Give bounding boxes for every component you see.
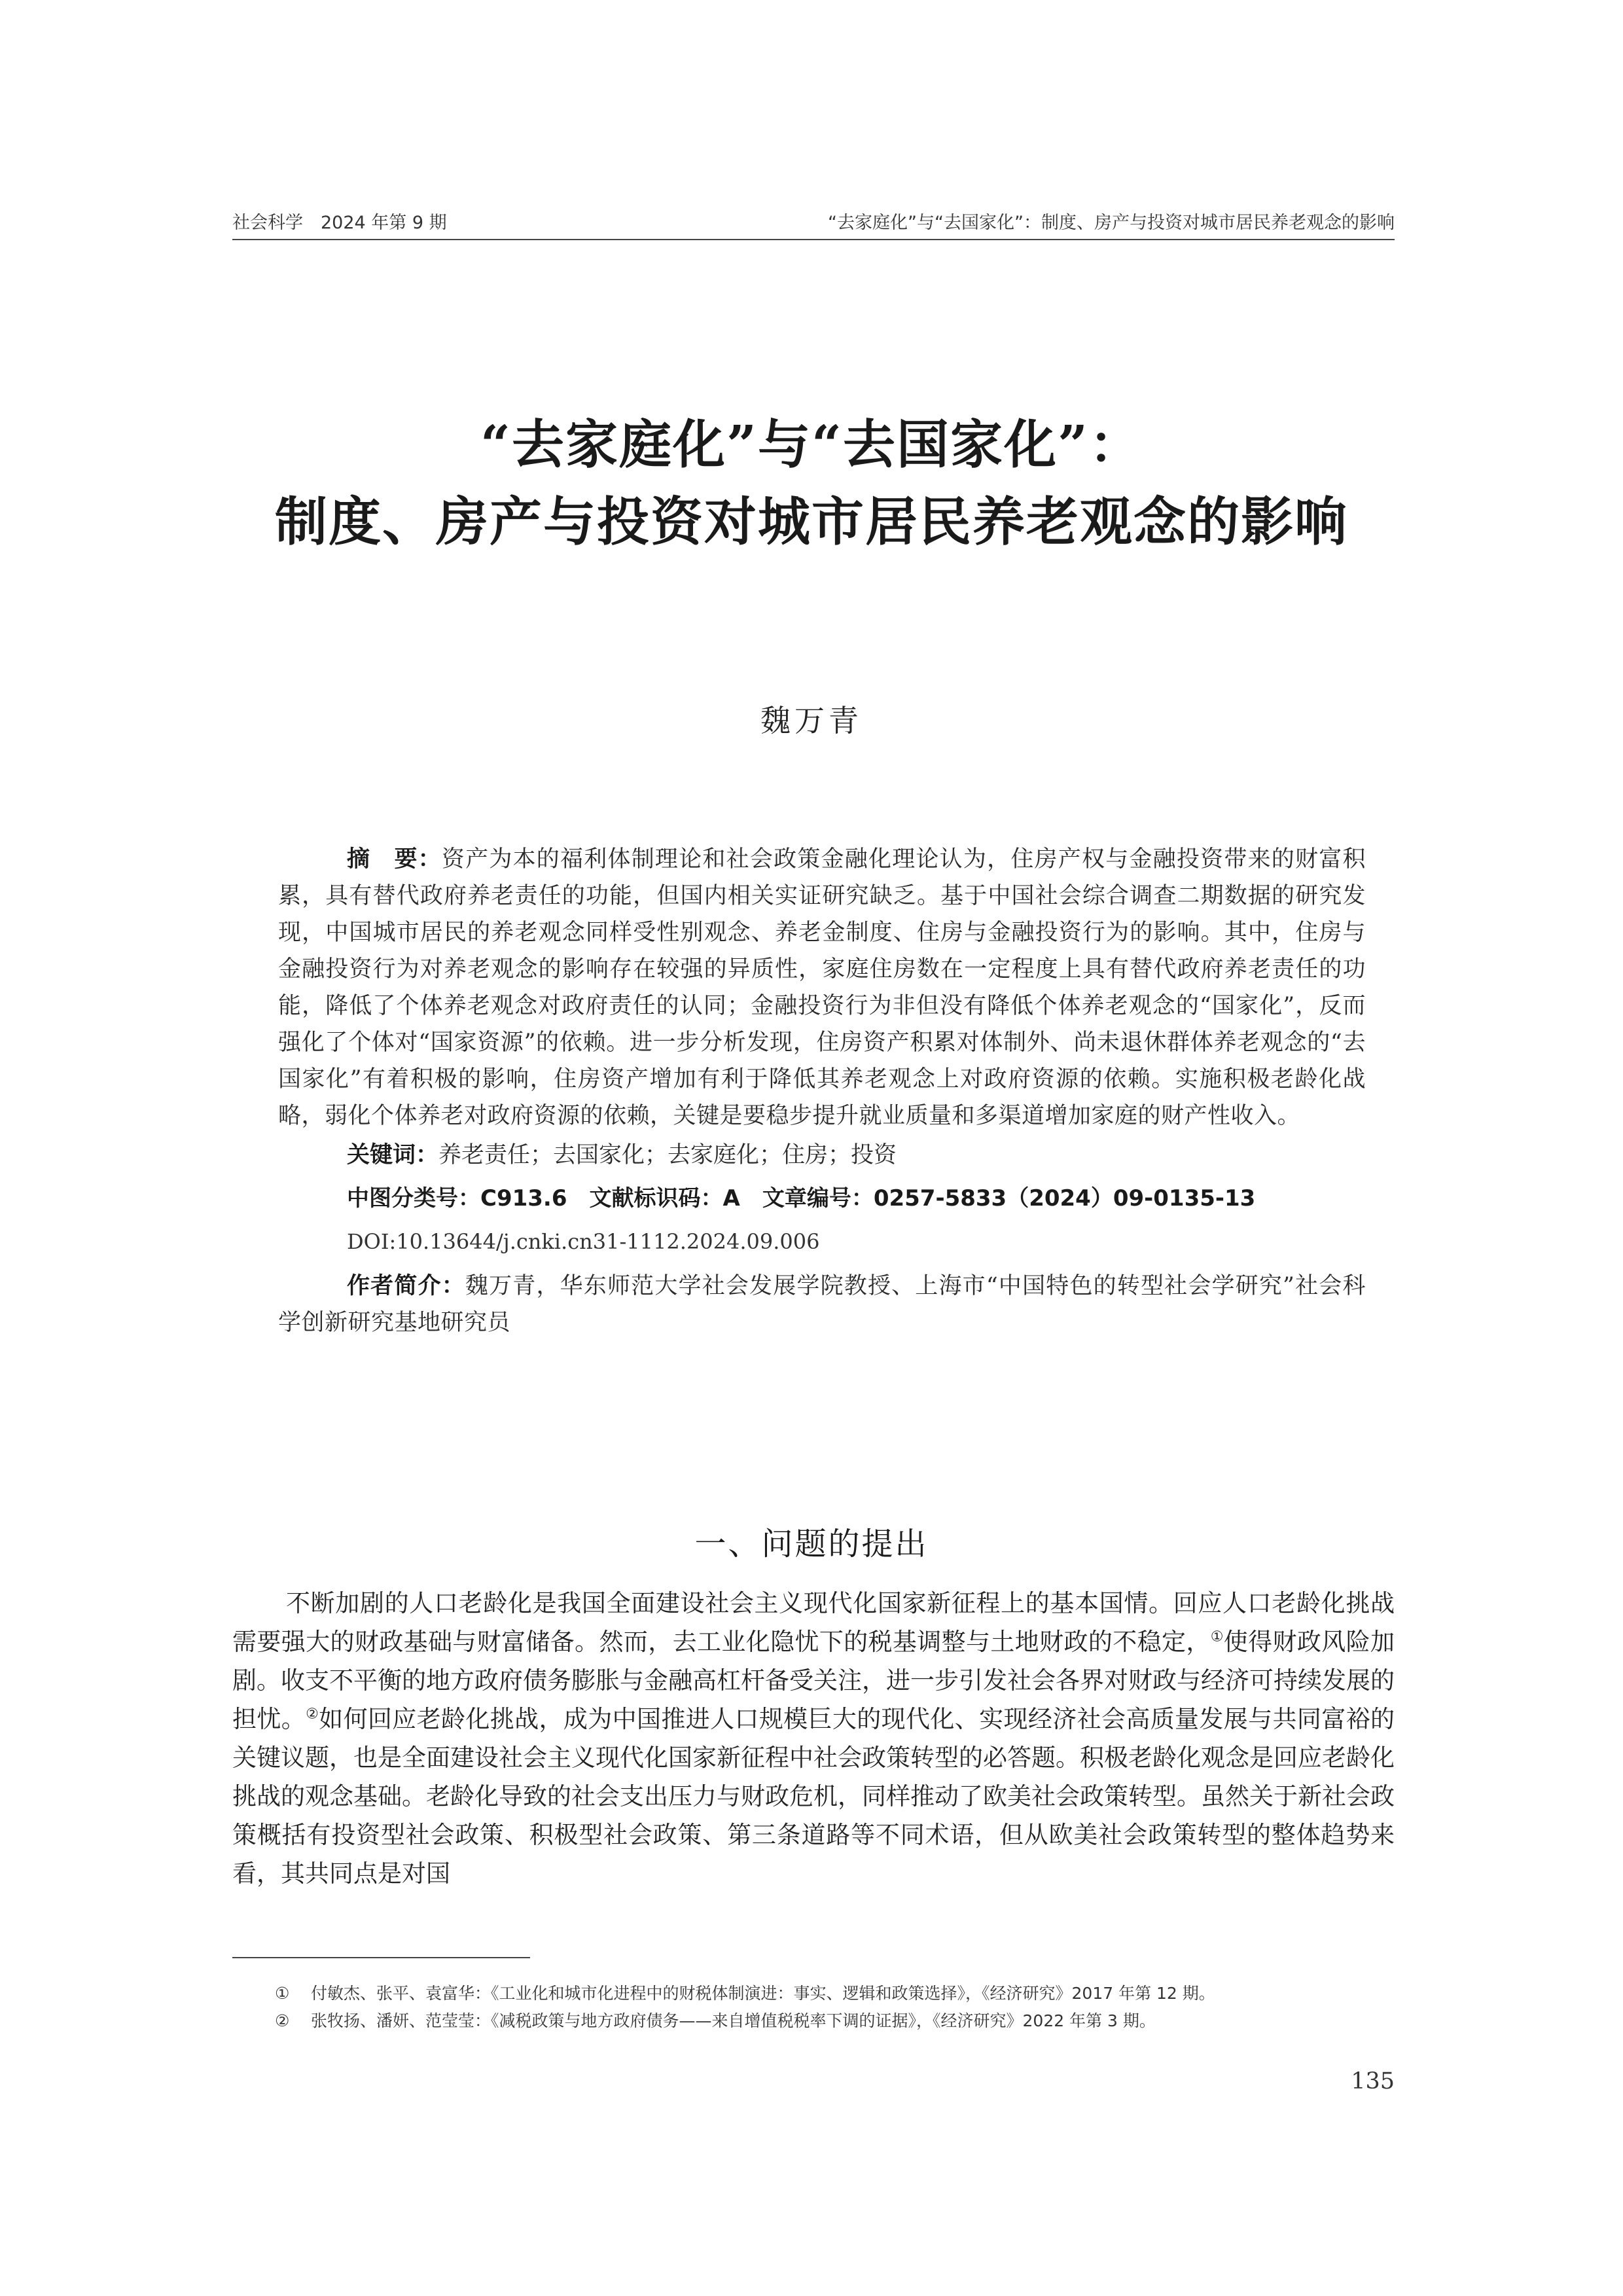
body-paragraph (232, 1584, 1395, 1893)
keywords-label: 关键词： (347, 1142, 439, 1168)
body-part-2: 使得财政风险加剧。收支不平衡的地方政府债务膨胀与金融高杠杆备受关注，进一步引发社会各界对财政与经济可持续发展的担忧。 (232, 1628, 1395, 1733)
body-part-1: 不断加剧的人口老龄化是我国全面建设社会主义现代化国家新征程上的基本国情。回应人口老龄化挑战需要强大的财政基础与财富储备。然而，去工业化隐忧下的税基调整与土地财政的不稳定， (232, 1589, 1395, 1656)
abstract-label: 摘 要： (347, 846, 442, 872)
body-part-3: 如何回应老龄化挑战，成为中国推进人口规模巨大的现代化、实现经济社会高质量发展与共同富裕的关键议题，也是全面建设社会主义现代化国家新征程中社会政策转型的必答题。积极老龄化观念是回应老龄化挑战的观念基础。老龄化导致的社会支出压力与财政危机，同样推动了欧美社会政策转型。虽然关于新社会政策概括有投资型社会政策、积极型社会政策、第三条道路等不同术语，但从欧美社会政策转型的整体趋势来看，其共同点是对国 (232, 1705, 1395, 1888)
clc-number: 中图分类号：C913.6 (347, 1185, 567, 1211)
footnote-2-text: 张牧扬、潘妍、范莹莹：《减税政策与地方政府债务——来自增值税税率下调的证据》，《经济研究》2022 年第 3 期。 (311, 2011, 1156, 2030)
author-bio (278, 1268, 1366, 1341)
body-text (232, 1584, 1395, 1893)
article-number: 文章编号：0257-5833（2024）09-0135-13 (762, 1185, 1256, 1211)
document-code: 文献标识码：A (589, 1185, 740, 1211)
classification-line (278, 1180, 1366, 1217)
page-number: 135 (1351, 2068, 1395, 2094)
footnote-2-mark: ② (275, 2011, 290, 2030)
abstract-block (278, 841, 1366, 1341)
abstract (278, 841, 1366, 1134)
author-name: 魏万青 (760, 703, 863, 738)
footnote-1 (275, 1980, 1400, 2007)
footnote-divider (232, 1957, 530, 1958)
header-divider (232, 239, 1395, 240)
title-line-1: “去家庭化”与“去国家化”： (480, 414, 1143, 475)
title-line-2: 制度、房产与投资对城市居民养老观念的影响 (275, 491, 1348, 552)
keywords-text: 养老责任；去国家化；去家庭化；住房；投资 (438, 1142, 897, 1168)
running-header (232, 208, 1395, 234)
footnote-1-mark: ① (275, 1984, 290, 2003)
doi: DOI:10.13644/j.cnki.cn31-1112.2024.09.006 (347, 1229, 820, 1254)
article-title (196, 406, 1427, 560)
footnote-1-text: 付敏杰、张平、袁富华：《工业化和城市化进程中的财税体制演进：事实、逻辑和政策选择》，《经济研究》2017 年第 12 期。 (311, 1984, 1215, 2003)
running-title: “去家庭化”与“去国家化”：制度、房产与投资对城市居民养老观念的影响 (828, 213, 1395, 233)
bio-label: 作者简介： (347, 1273, 465, 1299)
footnote-2 (275, 2007, 1400, 2035)
footnotes (275, 1980, 1400, 2035)
footnote-ref-2[interactable]: ② (306, 1706, 319, 1723)
keywords (278, 1137, 1366, 1174)
section-heading: 一、问题的提出 (694, 1526, 929, 1562)
journal-info: 社会科学 2024 年第 9 期 (232, 213, 447, 233)
abstract-text: 资产为本的福利体制理论和社会政策金融化理论认为，住房产权与金融投资带来的财富积累，具有替代政府养老责任的功能，但国内相关实证研究缺乏。基于中国社会综合调查二期数据的研究发现，中国城市居民的养老观念同样受性别观念、养老金制度、住房与金融投资行为的影响。其中，住房与金融投资行为对养老观念的影响存在较强的异质性，家庭住房数在一定程度上具有替代政府养老责任的功能，降低了个体养老观念对政府责任的认同；金融投资行为非但没有降低个体养老观念的“国家化”，反而强化了个体对“国家资源”的依赖。进一步分析发现，住房资产积累对体制外、尚未退休群体养老观念的“去国家化”有着积极的影响，住房资产增加有利于降低其养老观念上对政府资源的依赖。实施积极老龄化战略，弱化个体养老对政府资源的依赖，关键是要稳步提升就业质量和多渠道增加家庭的财产性收入。 (278, 846, 1366, 1129)
footnote-ref-1[interactable]: ① (1210, 1628, 1224, 1645)
bio-text: 魏万青，华东师范大学社会发展学院教授、上海市“中国特色的转型社会学研究”社会科学创新研究基地研究员 (278, 1273, 1366, 1336)
